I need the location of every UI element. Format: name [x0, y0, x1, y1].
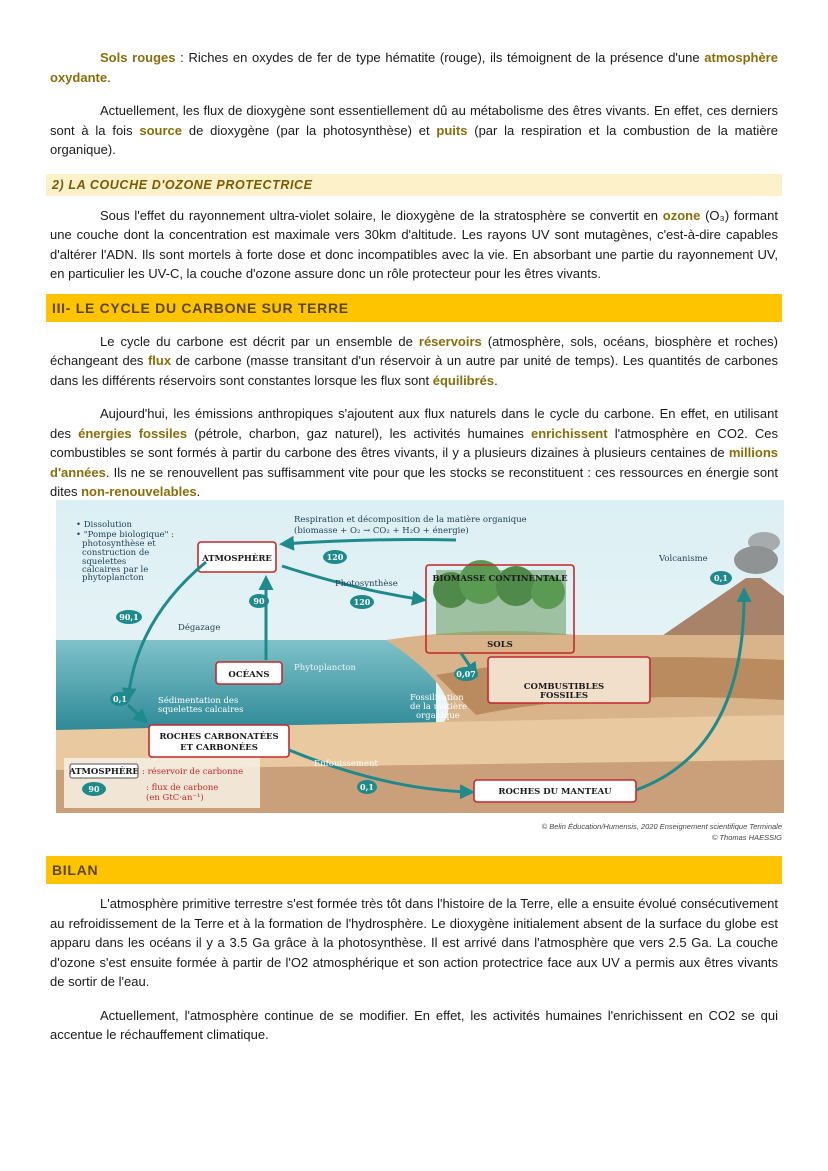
- label-pompe2: photosynthèse et: [82, 539, 156, 549]
- paragraph-cycle-carbone: [50, 332, 778, 391]
- label-photosynthese: Photosynthèse: [335, 579, 398, 589]
- keyword-source: source: [139, 122, 183, 138]
- text: de carbone (masse transitant d'un réservoir à un autre par unité de temps). Les quantités de carbones dans les différents réservoirs sont constantes lorsque les flux sont: [50, 353, 779, 388]
- legend-atm-text: : réservoir de carbonne: [142, 767, 244, 777]
- label-dissolution: • Dissolution: [76, 520, 133, 530]
- keyword-puits: puits: [436, 122, 468, 138]
- section-heading-bilan: BILAN: [46, 856, 782, 884]
- text: Sous l'effet du rayonnement ultra-violet solaire, le dioxygène de la stratosphère se convertit en: [100, 207, 663, 223]
- credit-haessig: © Thomas HAESSIG: [711, 833, 782, 842]
- label-pompe3: construction de: [82, 548, 150, 558]
- keyword-flux: flux: [147, 353, 172, 368]
- label-atmosphere: ATMOSPHÈRE: [202, 554, 272, 564]
- text: (par la respiration et la combustion de la matière organique).: [50, 122, 778, 157]
- carbon-cycle-diagram: [56, 500, 784, 813]
- flux-007: 0,07: [456, 669, 476, 679]
- page-top: [50, 48, 778, 502]
- text: de dioxygène (par la photosynthèse) et: [182, 122, 437, 138]
- text: .: [196, 484, 201, 499]
- section-heading-carbone: III- LE CYCLE DU CARBONE SUR TERRE: [46, 294, 782, 322]
- label-enfouissement: Enfouissement: [314, 759, 378, 769]
- legend-flux-text1: : flux de carbone: [146, 783, 219, 793]
- text: (O₃) formant une couche dont la concentration est maximale vers 30km d'altitude. Les rayons UV sont mutagènes, c'est-à-dire capables d'altérer l'ADN. Ils sont mortels à forte dose et donc incompatibles avec la vie. En absorbant une partie du rayonnement UV, en particulier les UV-C, la couche d'ozone assure donc un rôle protecteur pour les êtres vivants.: [50, 207, 779, 281]
- legend-flux-text2: (en GtC·an⁻¹): [146, 793, 204, 803]
- text: : Riches en oxydes de fer de type hématite (rouge), ils témoignent de la présence d'une: [175, 50, 705, 65]
- label-sedimentation2: squelettes calcaires: [158, 705, 244, 715]
- label-manteau: ROCHES DU MANTEAU: [498, 787, 612, 797]
- text: Actuellement, les flux de dioxygène sont essentiellement dû au métabolisme des êtres vivants. En effet, ces derniers sont à la fois: [50, 103, 778, 138]
- label-pompe5: calcaires par le: [82, 565, 149, 575]
- paragraph-ozone: [50, 206, 778, 284]
- section-heading-ozone: 2) LA COUCHE D'OZONE PROTECTRICE: [46, 174, 782, 196]
- text: .: [107, 69, 111, 85]
- paragraph-emissions: [50, 404, 778, 502]
- legend-flux-badge: 90: [88, 784, 100, 794]
- keyword-enrichissent: enrichissent: [530, 425, 608, 441]
- ocean: [56, 640, 436, 730]
- keyword-non-renouvelables: non-renouvelables: [81, 484, 197, 499]
- label-sedimentation1: Sédimentation des: [158, 696, 239, 706]
- text: Aujourd'hui, les émissions anthropiques s'ajoutent aux flux naturels dans le cycle du carbone. En effet, en utilisant des: [50, 406, 778, 441]
- keyword-equilibres: équilibrés: [432, 372, 495, 388]
- flux-120-photosynthese: 120: [353, 597, 371, 607]
- label-fossilisation2: de la matière: [410, 702, 468, 712]
- text: Le cycle du carbone est décrit par un ensemble de: [100, 333, 419, 349]
- keyword-atmosphere-oxydante: atmosphère oxydante: [50, 50, 778, 85]
- label-phytoplancton: Phytoplancton: [294, 663, 356, 673]
- legend-atm: ATMOSPHÈRE: [69, 767, 139, 777]
- label-volcanisme: Volcanisme: [659, 554, 708, 564]
- flux-01-volcanisme: 0,1: [714, 573, 728, 583]
- text: (pétrole, charbon, gaz naturel), les activités humaines: [187, 425, 531, 441]
- keyword-millions-annees: millions d'années: [50, 445, 778, 480]
- keyword-ozone: ozone: [662, 207, 701, 223]
- label-fossilisation1: Fossilisation: [410, 693, 464, 703]
- label-pompe1: • "Pompe biologique" :: [76, 530, 175, 540]
- flux-120-respiration: 120: [326, 552, 344, 562]
- label-combustibles2: FOSSILES: [539, 691, 589, 701]
- flux-01-enfouissement: 0,1: [360, 782, 374, 792]
- bilan-section: [50, 856, 778, 1045]
- keyword-energies-fossiles: énergies fossiles: [78, 425, 188, 441]
- label-roches2: ET CARBONÉES: [180, 743, 258, 753]
- label-pompe6: phytoplancton: [82, 573, 144, 583]
- flux-901: 90,1: [119, 612, 139, 622]
- flux-90: 90: [253, 596, 265, 606]
- label-respiration2: (biomasse + O₂ → CO₂ + H₂O + énergie): [294, 526, 469, 536]
- label-biomasse: BIOMASSE CONTINENTALE: [432, 574, 568, 584]
- label-sols: SOLS: [487, 640, 513, 650]
- text: (atmosphère, sols, océans, biosphère et roches) échangeant des: [50, 333, 779, 368]
- credit-belin: © Belin Éducation/Humensis, 2020 Enseignement scientifique Terminale: [541, 822, 782, 831]
- paragraph-bilan-2: Actuellement, l'atmosphère continue de se modifier. En effet, les activités humaines l'enrichissent en CO2 se qui accentue le réchauffement climatique.: [50, 1007, 778, 1042]
- label-pompe4: squelettes: [82, 557, 127, 567]
- label-fossilisation3: organique: [416, 711, 460, 721]
- label-degazage: Dégazage: [178, 623, 221, 633]
- paragraph-flux-dioxygene: [50, 101, 778, 160]
- flux-01-sedimentation: 0,1: [113, 694, 127, 704]
- trees: [433, 560, 566, 635]
- paragraph-bilan-1: L'atmosphère primitive terrestre s'est formée très tôt dans l'histoire de la Terre, elle a ensuite évolué consécutivement au refroidissement de la Terre et à la formation de l'hydrosphère. Le dioxygène initialement absent de la surface du globe est apparu dans les océans il y a 3.5 Ga grâce à la photosynthèse. Il est arrivé dans l'atmosphère que vers 2.5 Ga. La couche d'ozone s'est ensuite formée à partir de l'O2 atmosphérique et son action protectrice face aux UV a permis aux êtres vivants de sortir de l'eau.: [50, 896, 778, 989]
- label-roches1: ROCHES CARBONATÉES: [159, 732, 279, 742]
- keyword-reservoirs: réservoirs: [418, 333, 482, 349]
- paragraph-sols-rouges: [50, 48, 778, 87]
- keyword-sols-rouges: Sols rouges: [100, 50, 176, 65]
- label-combustibles1: COMBUSTIBLES: [523, 682, 605, 692]
- label-oceans: OCÉANS: [228, 670, 270, 680]
- text: . Ils ne se renouvellent pas suffisamment vite pour que les stocks se reconstituent : ces ressources en énergie sont dites: [50, 464, 778, 499]
- carbon-cycle-svg: [56, 500, 784, 813]
- text: l'atmosphère en CO2. Ces combustibles se sont formés à partir du carbone des êtres vivants, il y a plusieurs dizaines à plusieurs centaines de: [50, 425, 779, 460]
- label-respiration1: Respiration et décomposition de la matière organique: [294, 515, 527, 525]
- text: .: [494, 372, 498, 388]
